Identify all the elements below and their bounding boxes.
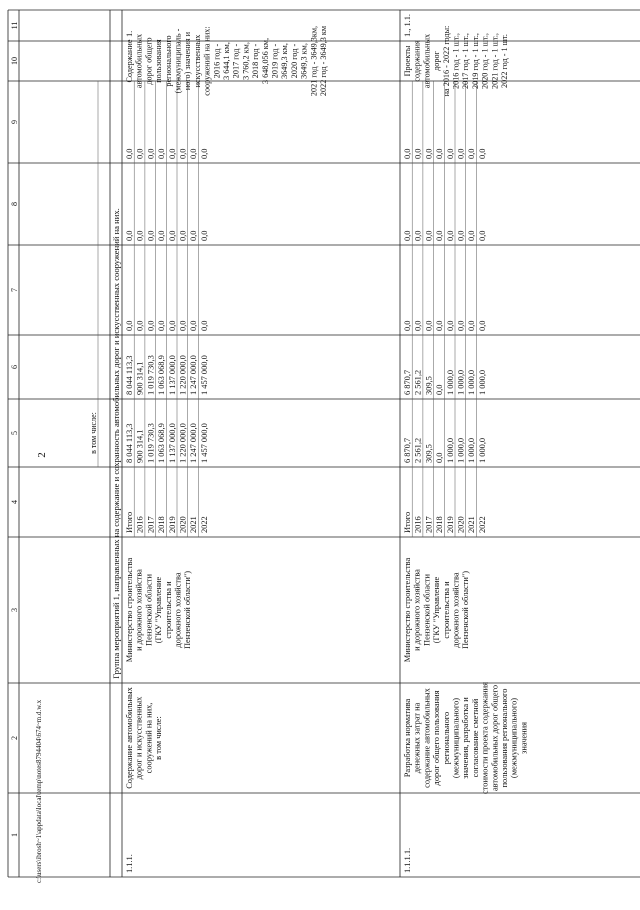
row-number: 1.1.1.1. xyxy=(403,847,412,873)
finance-col8: 0,0 xyxy=(413,230,423,241)
indicator-line: 3649,3 км, xyxy=(280,43,290,79)
executor-line: (ГКУ "Управление xyxy=(154,576,164,644)
indicator-line: 3649,3 км, xyxy=(299,43,309,79)
finance-col9: 0,0 xyxy=(135,148,145,159)
finance-col8: 0,0 xyxy=(135,230,145,241)
finance-regional: 2 561,2 xyxy=(413,369,423,395)
indicator-line: Проекты xyxy=(403,45,412,77)
indicator-line: 2018 год - xyxy=(251,43,261,79)
finance-year: 2019 xyxy=(167,516,177,533)
column-number-5: 5 xyxy=(10,431,19,435)
indicator-line: 3 760,2 км, xyxy=(241,42,251,80)
executor-line: дорожного хозяйства xyxy=(451,572,461,648)
activity-name-line: пользования регионального xyxy=(500,688,509,788)
column-number-10: 10 xyxy=(10,57,19,65)
activity-name-line: регионального xyxy=(441,711,451,765)
finance-col9: 0,0 xyxy=(189,148,199,159)
finance-year: 2019 xyxy=(445,516,455,533)
footer-file-path: c:\users\ibrosh~1\appdata\local\temp\notes8794404\674~m.d.w.x xyxy=(35,699,43,883)
finance-col9: 0,0 xyxy=(435,148,445,159)
finance-col8: 0,0 xyxy=(167,230,177,241)
finance-regional: 6 870,7 xyxy=(403,369,412,395)
finance-year: 2017 xyxy=(146,516,156,533)
finance-col9: 0,0 xyxy=(178,148,188,159)
finance-col9: 0,0 xyxy=(167,148,177,159)
finance-total: 2 561,2 xyxy=(413,437,423,463)
indicator-line: 2016 год - 1 шт., xyxy=(451,33,461,89)
finance-regional: 309,5 xyxy=(424,376,434,395)
column-number-7: 7 xyxy=(10,288,19,292)
indicator-line: 2020 год - xyxy=(289,43,299,79)
finance-col7: 0,0 xyxy=(445,320,455,331)
executor-line: строительства и xyxy=(441,581,451,639)
executor-line: Пензенской области") xyxy=(461,570,471,650)
finance-year: Итого xyxy=(125,511,134,533)
executor-line: Министерство строительства xyxy=(125,557,134,663)
indicator-line: дорог xyxy=(432,51,442,71)
finance-regional: 900 314,1 xyxy=(135,361,145,395)
finance-total: 8 044 113,3 xyxy=(125,423,134,463)
indicator-line: 3 644,1 км, xyxy=(222,42,231,80)
column-number-2: 2 xyxy=(10,736,19,740)
activity-name-line: дорог общего пользования xyxy=(432,690,442,786)
indicator-line: 2017 год - 1 шт., xyxy=(461,33,471,89)
finance-col7: 0,0 xyxy=(135,320,145,331)
finance-col9: 0,0 xyxy=(467,148,477,159)
finance-regional: 1 000,0 xyxy=(467,369,477,395)
finance-regional: 1 063 068,9 xyxy=(157,355,167,395)
indicator-line: на 2016 - 2022 годы: xyxy=(441,25,451,97)
indicator-line: Содержание xyxy=(125,39,134,83)
executor-line: Министерство строительства xyxy=(403,557,412,663)
finance-col7: 0,0 xyxy=(477,320,487,331)
column-number-9: 9 xyxy=(10,120,19,124)
finance-total: 6 870,7 xyxy=(403,437,412,463)
finance-col8: 0,0 xyxy=(403,230,412,241)
executor-line: и дорожного хозяйства xyxy=(412,569,422,651)
finance-col9: 0,0 xyxy=(424,148,434,159)
finance-col7: 0,0 xyxy=(435,320,445,331)
finance-year: 2022 xyxy=(477,516,487,533)
activity-name-line: значения, разработка и xyxy=(461,697,471,779)
finance-col7: 0,0 xyxy=(189,320,199,331)
finance-year: 2020 xyxy=(456,516,466,533)
indicator-line: сооружений на них: xyxy=(202,26,212,96)
finance-total: 1 063 068,9 xyxy=(157,423,167,463)
finance-regional: 1 000,0 xyxy=(477,369,487,395)
indicator-line: 2022 год - 1 шт. xyxy=(500,34,509,88)
indicator-line: 2021 год - 3649,3км, xyxy=(309,25,319,97)
activity-name-line: сооружений на них, xyxy=(144,702,154,774)
executor-line: (ГКУ "Управление xyxy=(432,576,442,644)
finance-total: 1 019 730,3 xyxy=(146,423,156,463)
indicator-line: 2017 год - xyxy=(231,43,241,79)
activity-name-line: согласование сметной xyxy=(470,698,480,778)
finance-col7: 0,0 xyxy=(424,320,434,331)
column-number-3: 3 xyxy=(10,608,19,612)
indicator-line: искусственных xyxy=(192,34,202,88)
finance-col7: 0,0 xyxy=(146,320,156,331)
activity-name-line: денежных затрат на xyxy=(412,702,422,774)
activity-name-line: Содержание автомобильных xyxy=(125,687,134,789)
indicator-line: регионального xyxy=(163,35,173,87)
finance-col7: 0,0 xyxy=(125,320,134,331)
indicator-line: 2020 год - 1 шт., xyxy=(480,33,490,89)
activity-name-line: (межмуниципального) xyxy=(451,697,461,779)
finance-col7: 0,0 xyxy=(167,320,177,331)
finance-col7: 0,0 xyxy=(467,320,477,331)
indicator-line: 2019 год - xyxy=(270,43,280,79)
finance-col8: 0,0 xyxy=(467,230,477,241)
finance-year: 2021 xyxy=(467,516,477,533)
finance-regional: 1 457 000,0 xyxy=(199,355,209,395)
finance-col7: 0,0 xyxy=(178,320,188,331)
finance-col9: 0,0 xyxy=(157,148,167,159)
indicator-line: 2021 год - 1 шт., xyxy=(490,33,500,89)
finance-col7: 0,0 xyxy=(157,320,167,331)
finance-year: 2021 xyxy=(189,516,199,533)
finance-col8: 0,0 xyxy=(435,230,445,241)
column-number-1: 1 xyxy=(10,833,19,837)
finance-col7: 0,0 xyxy=(413,320,423,331)
subheader-label: в том числе: xyxy=(89,412,98,454)
executor-line: строительства и xyxy=(163,581,173,639)
executor-line: Пензенской области xyxy=(144,574,154,646)
finance-col8: 0,0 xyxy=(199,230,209,241)
executor-line: дорожного хозяйства xyxy=(173,572,183,648)
finance-col8: 0,0 xyxy=(445,230,455,241)
finance-col9: 0,0 xyxy=(445,148,455,159)
activity-name-line: автомобильных дорог общего xyxy=(490,684,500,792)
rotated-table xyxy=(8,10,640,877)
finance-total: 1 220 000,0 xyxy=(178,423,188,463)
indicator-line: дорог общего xyxy=(144,37,154,85)
finance-regional: 0,0 xyxy=(435,384,445,395)
finance-col8: 0,0 xyxy=(456,230,466,241)
column-number-6: 6 xyxy=(10,365,19,369)
finance-col8: 0,0 xyxy=(189,230,199,241)
indicator-line: автомобильных xyxy=(134,33,144,89)
finance-col8: 0,0 xyxy=(424,230,434,241)
link-reference: 1., 1.1. xyxy=(403,13,412,37)
activity-name-line: дорог и искусственных xyxy=(134,696,144,780)
finance-year: 2016 xyxy=(135,516,145,533)
finance-total: 1 137 000,0 xyxy=(167,423,177,463)
finance-col9: 0,0 xyxy=(146,148,156,159)
finance-year: 2017 xyxy=(424,516,434,533)
finance-regional: 1 019 730,3 xyxy=(146,355,156,395)
finance-col9: 0,0 xyxy=(125,148,134,159)
executor-line: Пензенской области xyxy=(422,574,432,646)
indicator-line: 2022 год - 3649,3 км xyxy=(319,25,328,97)
finance-col7: 0,0 xyxy=(403,320,412,331)
indicator-line: ного) значения и xyxy=(183,31,193,91)
indicator-line: (межмуниципаль - xyxy=(173,28,183,94)
activity-name-line: содержание автомобильных xyxy=(422,688,432,788)
finance-regional: 1 137 000,0 xyxy=(167,355,177,395)
executor-line: и дорожного хозяйства xyxy=(134,569,144,651)
finance-total: 1 000,0 xyxy=(467,437,477,463)
finance-col9: 0,0 xyxy=(403,148,412,159)
column-number-8: 8 xyxy=(10,202,19,206)
finance-regional: 8 044 113,3 xyxy=(125,355,134,395)
finance-regional: 1 000,0 xyxy=(456,369,466,395)
activity-name-line: Разработка норматива xyxy=(403,698,412,778)
finance-col8: 0,0 xyxy=(477,230,487,241)
finance-year: Итого xyxy=(403,511,412,533)
finance-col9: 0,0 xyxy=(477,148,487,159)
finance-regional: 1 000,0 xyxy=(445,369,455,395)
indicator-line: пользования xyxy=(154,39,164,83)
row-number: 1.1.1. xyxy=(125,854,134,873)
finance-total: 1 000,0 xyxy=(477,437,487,463)
finance-total: 900 314,1 xyxy=(135,429,145,463)
finance-year: 2018 xyxy=(435,516,445,533)
finance-col8: 0,0 xyxy=(146,230,156,241)
finance-col7: 0,0 xyxy=(199,320,209,331)
finance-col7: 0,0 xyxy=(456,320,466,331)
indicator-line: 3 648,056 км, xyxy=(260,37,270,85)
finance-total: 1 247 000,0 xyxy=(189,423,199,463)
indicator-line: автомобильных xyxy=(422,33,432,89)
link-reference: 1. xyxy=(125,30,134,37)
activity-name-line: стоимости проекта содержания xyxy=(480,682,490,794)
finance-col9: 0,0 xyxy=(413,148,423,159)
finance-total: 1 000,0 xyxy=(445,437,455,463)
finance-total: 309,5 xyxy=(424,444,434,463)
finance-col8: 0,0 xyxy=(178,230,188,241)
finance-total: 0,0 xyxy=(435,452,445,463)
finance-total: 1 457 000,0 xyxy=(199,423,209,463)
column-number-4: 4 xyxy=(10,500,19,504)
finance-col8: 0,0 xyxy=(125,230,134,241)
column-number-11: 11 xyxy=(10,21,19,30)
finance-regional: 1 220 000,0 xyxy=(178,355,188,395)
page-number: 2 xyxy=(36,452,48,458)
activity-name-line: значения xyxy=(519,722,529,754)
executor-line: Пензенской области") xyxy=(183,570,193,650)
finance-total: 1 000,0 xyxy=(456,437,466,463)
indicator-line: 2016 год - xyxy=(212,43,222,79)
finance-col9: 0,0 xyxy=(456,148,466,159)
group-title: Группа мероприятий 1, направленных на содержание и сохранность автомобильных дорог и искусственных сооружений на них. xyxy=(111,208,121,679)
finance-year: 2022 xyxy=(199,516,209,533)
finance-col8: 0,0 xyxy=(157,230,167,241)
finance-year: 2020 xyxy=(178,516,188,533)
finance-regional: 1 247 000,0 xyxy=(189,355,199,395)
indicator-line: 2019 год - 1 шт., xyxy=(470,33,480,89)
finance-year: 2018 xyxy=(157,516,167,533)
activity-name-line: (межмуниципального) xyxy=(509,697,519,779)
indicator-line: содержания xyxy=(412,40,422,82)
activity-name-line: в том числе: xyxy=(154,716,164,760)
finance-col9: 0,0 xyxy=(199,148,209,159)
finance-year: 2016 xyxy=(413,516,423,533)
